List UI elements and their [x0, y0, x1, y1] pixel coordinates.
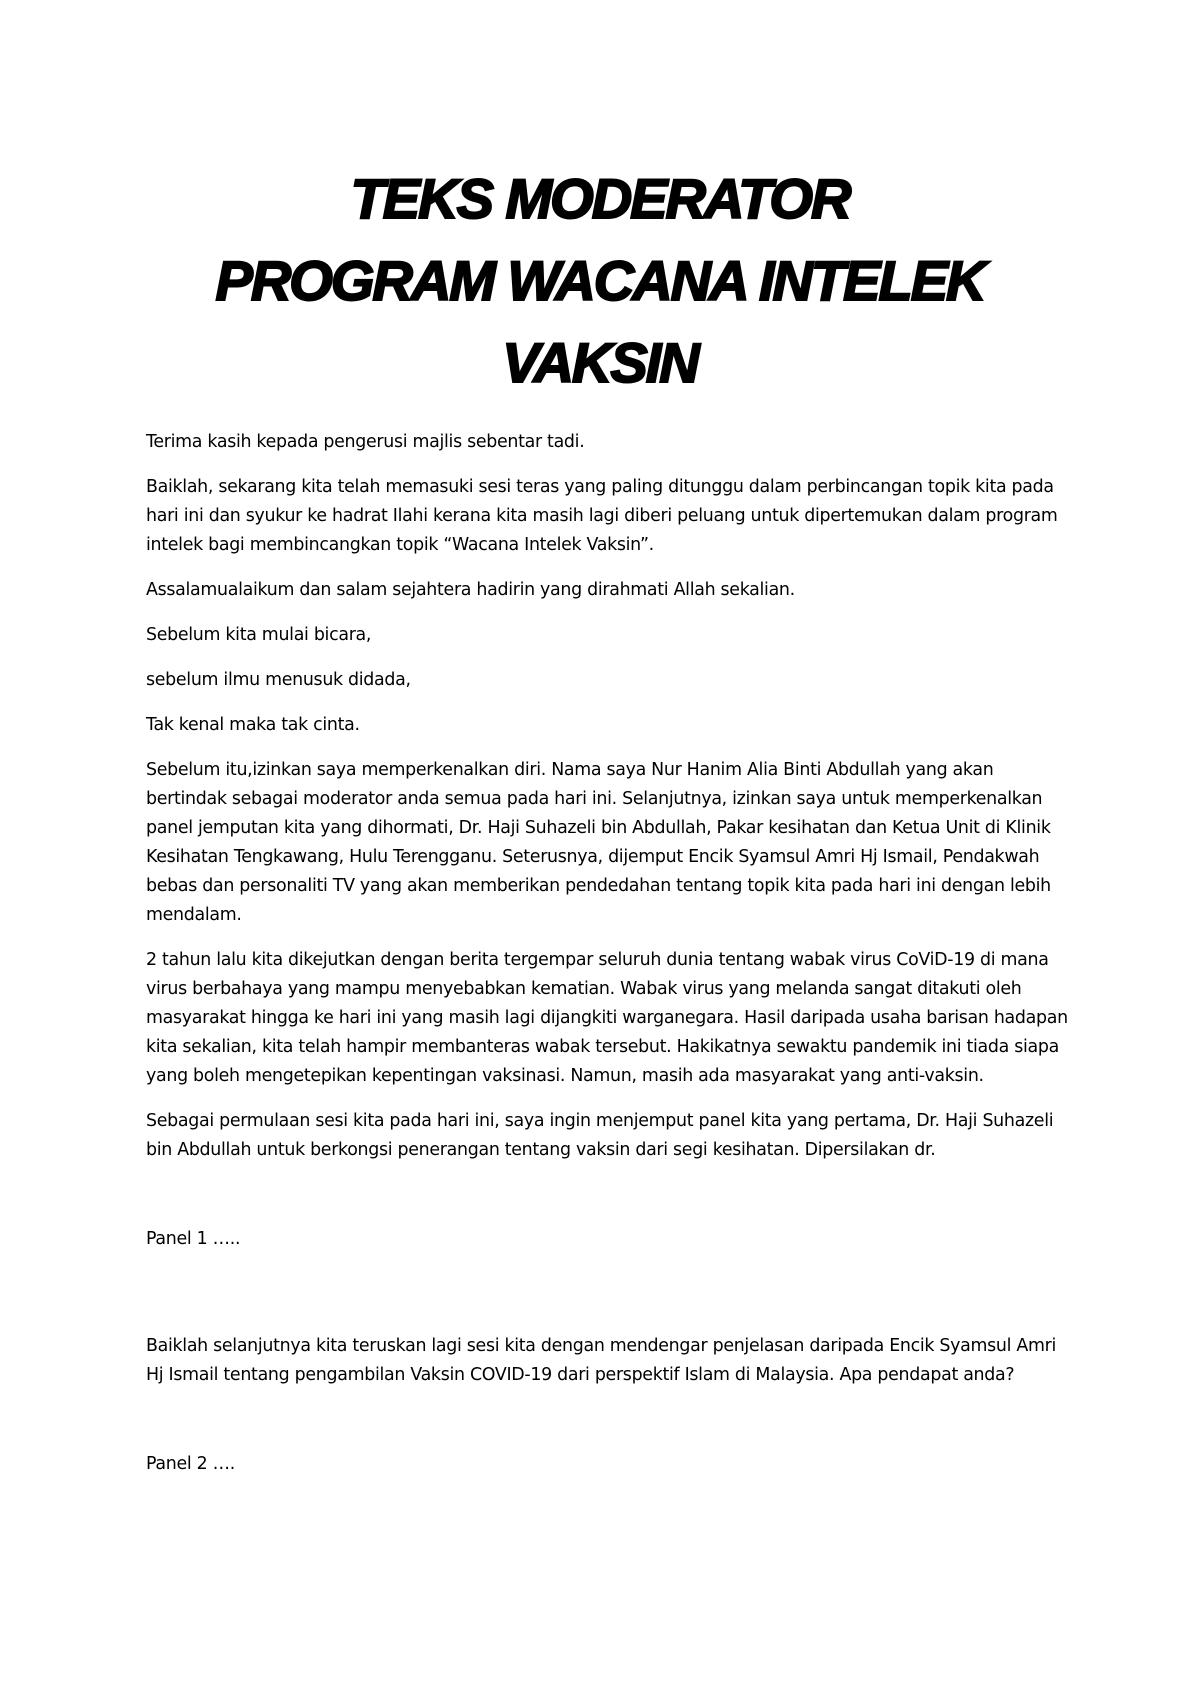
title-line-3: VAKSIN: [502, 331, 698, 394]
paragraph-greeting: Assalamualaikum dan salam sejahtera hadirin yang dirahmati Allah sekalian.: [146, 580, 795, 600]
panel-1-marker: Panel 1 …..: [146, 1229, 241, 1249]
spacer: [146, 1181, 1076, 1225]
spacer: [146, 1406, 1076, 1450]
title-line-2: PROGRAM WACANA INTELEK: [215, 249, 985, 312]
document-title: [140, 158, 1060, 404]
paragraph-invite-panel-1: Sebagai permulaan sesi kita pada hari ini, saya ingin menjemput panel kita yang pertama, Dr. Haji Suhazeli bin Abdullah untuk berkongsi penerangan tentang vaksin dari segi kesihatan. Dipersilakan dr.: [146, 1111, 1054, 1160]
paragraph-thanks: Terima kasih kepada pengerusi majlis sebentar tadi.: [146, 432, 585, 452]
title-line-1: TEKS MODERATOR: [350, 167, 850, 230]
paragraph-invite-panel-2: Baiklah selanjutnya kita teruskan lagi sesi kita dengan mendengar penjelasan daripada Encik Syamsul Amri Hj Ismail tentang pengambilan Vaksin COVID-19 dari perspektif Islam di Malaysia. Apa pendapat anda?: [146, 1336, 1057, 1385]
document-body: [146, 428, 1076, 1495]
pantun-line-1: Sebelum kita mulai bicara,: [146, 625, 372, 645]
spacer: [146, 1270, 1076, 1332]
pantun-line-2: sebelum ilmu menusuk didada,: [146, 670, 411, 690]
paragraph-intro: Baiklah, sekarang kita telah memasuki sesi teras yang paling ditunggu dalam perbincangan topik kita pada hari ini dan syukur ke hadrat Ilahi kerana kita masih lagi diberi peluang untuk dipertemukan dalam program intelek bagi membincangkan topik “Wacana Intelek Vaksin”.: [146, 477, 1058, 555]
panel-2-marker: Panel 2 ….: [146, 1454, 235, 1474]
paragraph-covid-background: 2 tahun lalu kita dikejutkan dengan berita tergempar seluruh dunia tentang wabak virus CoViD-19 di mana virus berbahaya yang mampu menyebabkan kematian. Wabak virus yang melanda sangat ditakuti oleh masyarakat hingga ke hari ini yang masih lagi dijangkiti warganegara. Hasil daripada usaha barisan hadapan kita sekalian, kita telah hampir membanteras wabak tersebut. Hakikatnya sewaktu pandemik ini tiada siapa yang boleh mengetepikan kepentingan vaksinasi. Namun, masih ada masyarakat yang anti-vaksin.: [146, 950, 1068, 1086]
pantun-line-3: Tak kenal maka tak cinta.: [146, 715, 360, 735]
paragraph-self-introduction: Sebelum itu,izinkan saya memperkenalkan diri. Nama saya Nur Hanim Alia Binti Abdullah yang akan bertindak sebagai moderator anda semua pada hari ini. Selanjutnya, izinkan saya untuk memperkenalkan panel jemputan kita yang dihormati, Dr. Haji Suhazeli bin Abdullah, Pakar kesihatan dan Ketua Unit di Klinik Kesihatan Tengkawang, Hulu Terengganu. Seterusnya, dijemput Encik Syamsul Amri Hj Ismail, Pendakwah bebas dan personaliti TV yang akan memberikan pendedahan tentang topik kita pada hari ini dengan lebih mendalam.: [146, 760, 1051, 925]
